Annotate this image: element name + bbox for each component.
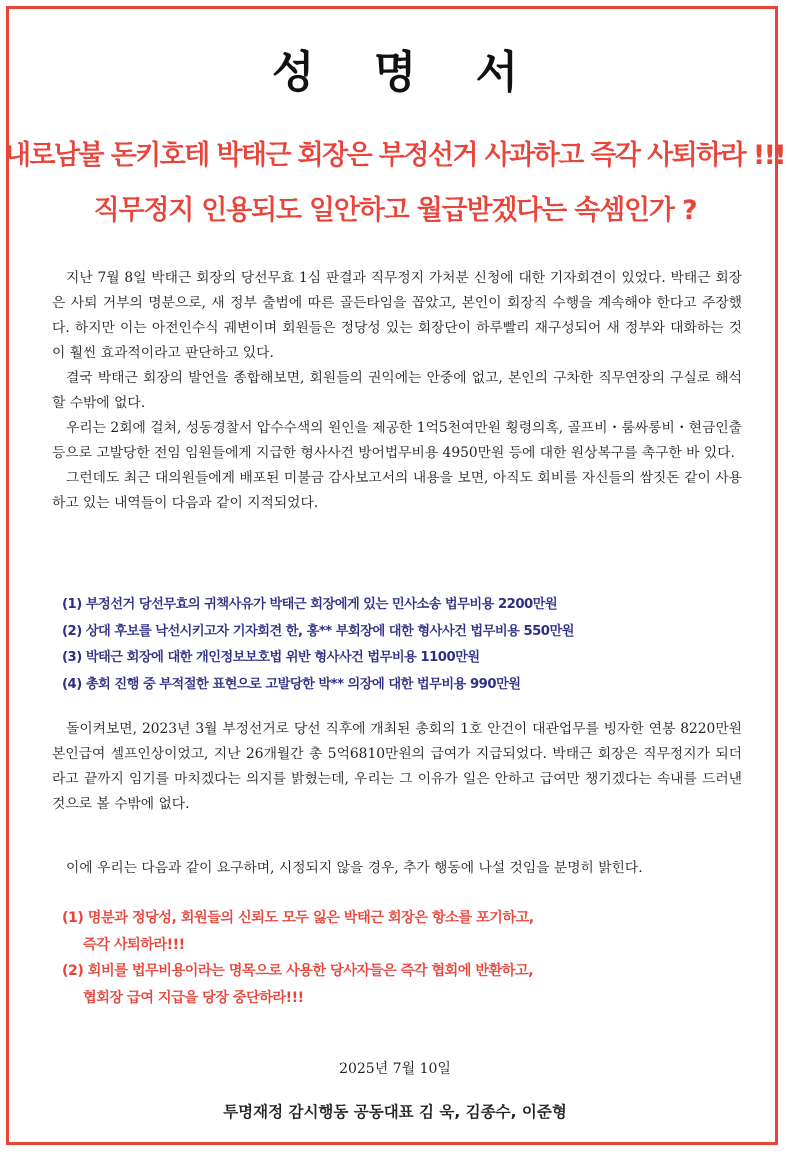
paragraph: 이에 우리는 다음과 같이 요구하며, 시정되지 않을 경우, 추가 행동에 나설 것임을 분명히 밝힌다. bbox=[66, 860, 643, 876]
demand-item-1 bbox=[62, 905, 742, 958]
demand-line: 즉각 사퇴하라!!! bbox=[83, 936, 185, 953]
paragraph: 그런데도 최근 대의원들에게 배포된 미불금 감사보고서의 내용을 보면, 아직도 회비를 자신들의 쌈짓돈 같이 사용하고 있는 내역들이 다음과 같이 지적되었다. bbox=[52, 470, 742, 511]
demand-line: (2) 회비를 법무비용이라는 명목으로 사용한 당사자들은 즉각 협회에 반환하고, bbox=[62, 963, 534, 979]
list-item: (3) 박태근 회장에 대한 개인정보보호법 위반 형사사건 법무비용 1100만원 bbox=[62, 650, 480, 665]
list-item: (1) 부정선거 당선무효의 귀책사유가 박태근 회장에게 있는 민사소송 법무비용 2200만원 bbox=[62, 597, 558, 612]
demand-line: 협회장 급여 지급을 당장 중단하라!!! bbox=[83, 989, 304, 1006]
body-section-1 bbox=[52, 266, 742, 516]
document-title: 성 명 서 bbox=[271, 47, 541, 98]
demand-line: (1) 명분과 정당성, 회원들의 신뢰도 모두 잃은 박태근 회장은 항소를 포기하고, bbox=[62, 910, 534, 926]
demand-item-2 bbox=[62, 958, 742, 1011]
signers: 투명재정 감시행동 공동대표 김 욱, 김종수, 이준형 bbox=[223, 1103, 567, 1121]
paragraph: 결국 박태근 회장의 발언을 종합해보면, 회원들의 권익에는 안중에 없고, 본인의 구차한 직무연장의 구실로 해석할 수밖에 없다. bbox=[52, 370, 742, 411]
body-section-3 bbox=[52, 856, 742, 881]
list-item: (4) 총회 진행 중 부적절한 표현으로 고발당한 박** 의장에 대한 법무비용 990만원 bbox=[62, 676, 521, 692]
paragraph: 우리는 2회에 걸쳐, 성동경찰서 압수수색의 원인을 제공한 1억5천여만원 횡령의혹, 골프비・룸싸롱비・현금인출 등으로 고발당한 전임 임원들에게 지급한 형사사건 방어법무비용 4950만원 등에 대한 원상복구를 촉구한 바 있다. bbox=[52, 420, 742, 461]
paragraph: 지난 7월 8일 박태근 회장의 당선무효 1심 판결과 직무정지 가처분 신청에 대한 기자회견이 있었다. 박태근 회장은 사퇴 거부의 명분으로, 새 정부 출범에 따른 골든타임을 꼽았고, 본인이 회장직 수행을 계속해야 한다고 주장했다. 하지만 이는 아전인수식 궤변이며 회원들은 정당성 있는 회장단이 하루빨리 재구성되어 새 정부와 대화하는 것이 훨씬 효과적이라고 판단하고 있다. bbox=[52, 270, 743, 361]
paragraph: 돌이켜보면, 2023년 3월 부정선거로 당선 직후에 개최된 총회의 1호 안건이 대관업무를 빙자한 연봉 8220만원 본인급여 셀프인상이었고, 지난 26개월간 총 5억6810만원의 급여가 지급되었다. 박태근 회장은 직무정지가 되더라고 끝까지 임기를 마치겠다는 의지를 밝혔는데, 우리는 그 이유가 일은 안하고 급여만 챙기겠다는 속내를 드러낸 것으로 볼 수밖에 없다. bbox=[52, 721, 743, 812]
body-section-2 bbox=[52, 717, 742, 817]
headline-line-2: 직무정지 인용되도 일안하고 월급받겠다는 속셈인가 ? bbox=[93, 195, 697, 226]
document-date: 2025년 7월 10일 bbox=[339, 1061, 451, 1077]
list-item: (2) 상대 후보를 낙선시키고자 기자회견 한, 홍** 부회장에 대한 형사사건 법무비용 550만원 bbox=[62, 623, 574, 639]
demand-list bbox=[62, 905, 742, 1011]
headline-line-1: 내로남불 돈키호테 박태근 회장은 부정선거 사과하고 즉각 사퇴하라 !!! bbox=[4, 140, 786, 171]
expense-list bbox=[62, 592, 742, 698]
